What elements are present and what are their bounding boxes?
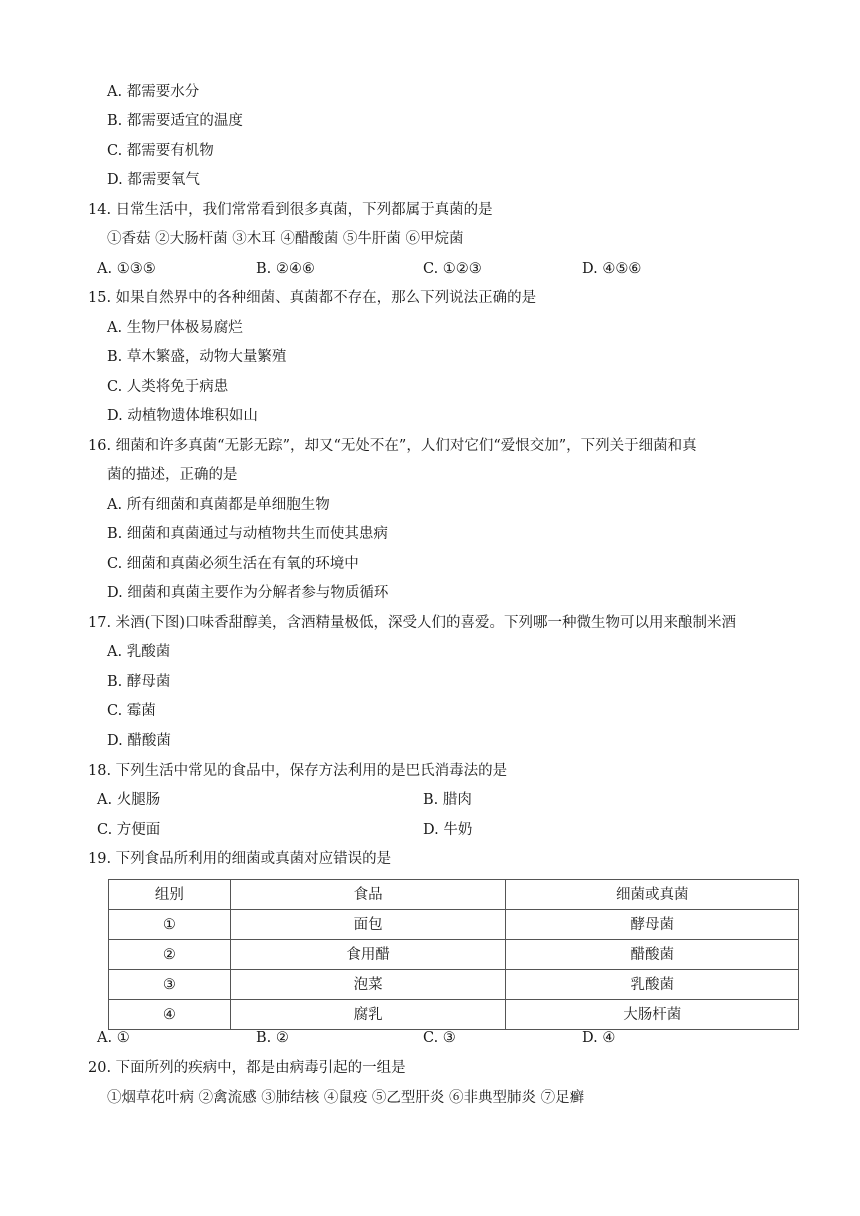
table-cell: 醋酸菌 xyxy=(506,940,799,970)
q18-stem: 18. 下列生活中常见的食品中，保存方法利用的是巴氏消毒法的是 xyxy=(88,763,508,779)
q16-option-c: C. 细菌和真菌必须生活在有氧的环境中 xyxy=(107,556,359,572)
table-header-cell: 细菌或真菌 xyxy=(506,880,799,910)
q14-option-b: B. ②④⑥ xyxy=(256,261,315,277)
q19-table xyxy=(108,879,799,1030)
q13-option-b: B. 都需要适宜的温度 xyxy=(107,113,243,129)
q19-option-b: B. ② xyxy=(256,1030,289,1046)
table-cell: 乳酸菌 xyxy=(506,970,799,1000)
q20-stem: 20. 下面所列的疾病中，都是由病毒引起的一组是 xyxy=(88,1060,406,1076)
table-cell: ① xyxy=(109,910,231,940)
q19-option-d: D. ④ xyxy=(582,1030,616,1046)
q17-option-d: D. 醋酸菌 xyxy=(107,733,171,749)
q14-items: ①香菇 ②大肠杆菌 ③木耳 ④醋酸菌 ⑤牛肝菌 ⑥甲烷菌 xyxy=(107,231,464,247)
q18-option-a: A. 火腿肠 xyxy=(97,792,161,808)
table-row xyxy=(109,910,799,940)
q18-option-c: C. 方便面 xyxy=(97,822,161,838)
q15-stem: 15. 如果自然界中的各种细菌、真菌都不存在，那么下列说法正确的是 xyxy=(88,290,537,306)
q13-option-c: C. 都需要有机物 xyxy=(107,143,214,159)
q19-option-c: C. ③ xyxy=(423,1030,456,1046)
table-cell: ② xyxy=(109,940,231,970)
q13-option-d: D. 都需要氧气 xyxy=(107,172,200,188)
q14-option-a: A. ①③⑤ xyxy=(97,261,156,277)
table-cell: 大肠杆菌 xyxy=(506,1000,799,1030)
q16-stem-line2: 菌的描述，正确的是 xyxy=(107,467,238,483)
table-cell: 泡菜 xyxy=(230,970,506,1000)
q18-option-d: D. 牛奶 xyxy=(423,822,473,838)
table-header-row xyxy=(109,880,799,910)
q14-option-c: C. ①②③ xyxy=(423,261,482,277)
table-cell: ③ xyxy=(109,970,231,1000)
q15-option-b: B. 草木繁盛，动物大量繁殖 xyxy=(107,349,287,365)
q16-stem-line1: 16. 细菌和许多真菌“无影无踪”，却又“无处不在”，人们对它们“爱恨交加”，下列关于细菌和真 xyxy=(88,438,697,454)
table-header-cell: 组别 xyxy=(109,880,231,910)
table-row xyxy=(109,1000,799,1030)
table-row xyxy=(109,970,799,1000)
q15-option-a: A. 生物尸体极易腐烂 xyxy=(107,320,243,336)
q19-stem: 19. 下列食品所利用的细菌或真菌对应错误的是 xyxy=(88,851,392,867)
table-header-cell: 食品 xyxy=(230,880,506,910)
q16-option-a: A. 所有细菌和真菌都是单细胞生物 xyxy=(107,497,330,513)
table-cell: ④ xyxy=(109,1000,231,1030)
table-cell: 酵母菌 xyxy=(506,910,799,940)
q17-option-a: A. 乳酸菌 xyxy=(107,644,171,660)
table-cell: 食用醋 xyxy=(230,940,506,970)
q17-stem: 17. 米酒(下图)口味香甜醇美，含酒精量极低，深受人们的喜爱。下列哪一种微生物可以用来酿制米酒 xyxy=(88,615,736,631)
q17-option-b: B. 酵母菌 xyxy=(107,674,171,690)
q16-option-b: B. 细菌和真菌通过与动植物共生而使其患病 xyxy=(107,526,388,542)
q15-option-d: D. 动植物遗体堆积如山 xyxy=(107,408,258,424)
q19-option-a: A. ① xyxy=(97,1030,130,1046)
q14-option-d: D. ④⑤⑥ xyxy=(582,261,642,277)
table-cell: 面包 xyxy=(230,910,506,940)
q14-stem: 14. 日常生活中，我们常常看到很多真菌，下列都属于真菌的是 xyxy=(88,202,493,218)
q18-option-b: B. 腊肉 xyxy=(423,792,472,808)
q13-option-a: A. 都需要水分 xyxy=(107,84,200,100)
table-cell: 腐乳 xyxy=(230,1000,506,1030)
q20-items: ①烟草花叶病 ②禽流感 ③肺结核 ④鼠疫 ⑤乙型肝炎 ⑥非典型肺炎 ⑦足癣 xyxy=(107,1090,585,1106)
q16-option-d: D. 细菌和真菌主要作为分解者参与物质循环 xyxy=(107,585,389,601)
q17-option-c: C. 霉菌 xyxy=(107,703,156,719)
q15-option-c: C. 人类将免于病患 xyxy=(107,379,229,395)
table-row xyxy=(109,940,799,970)
